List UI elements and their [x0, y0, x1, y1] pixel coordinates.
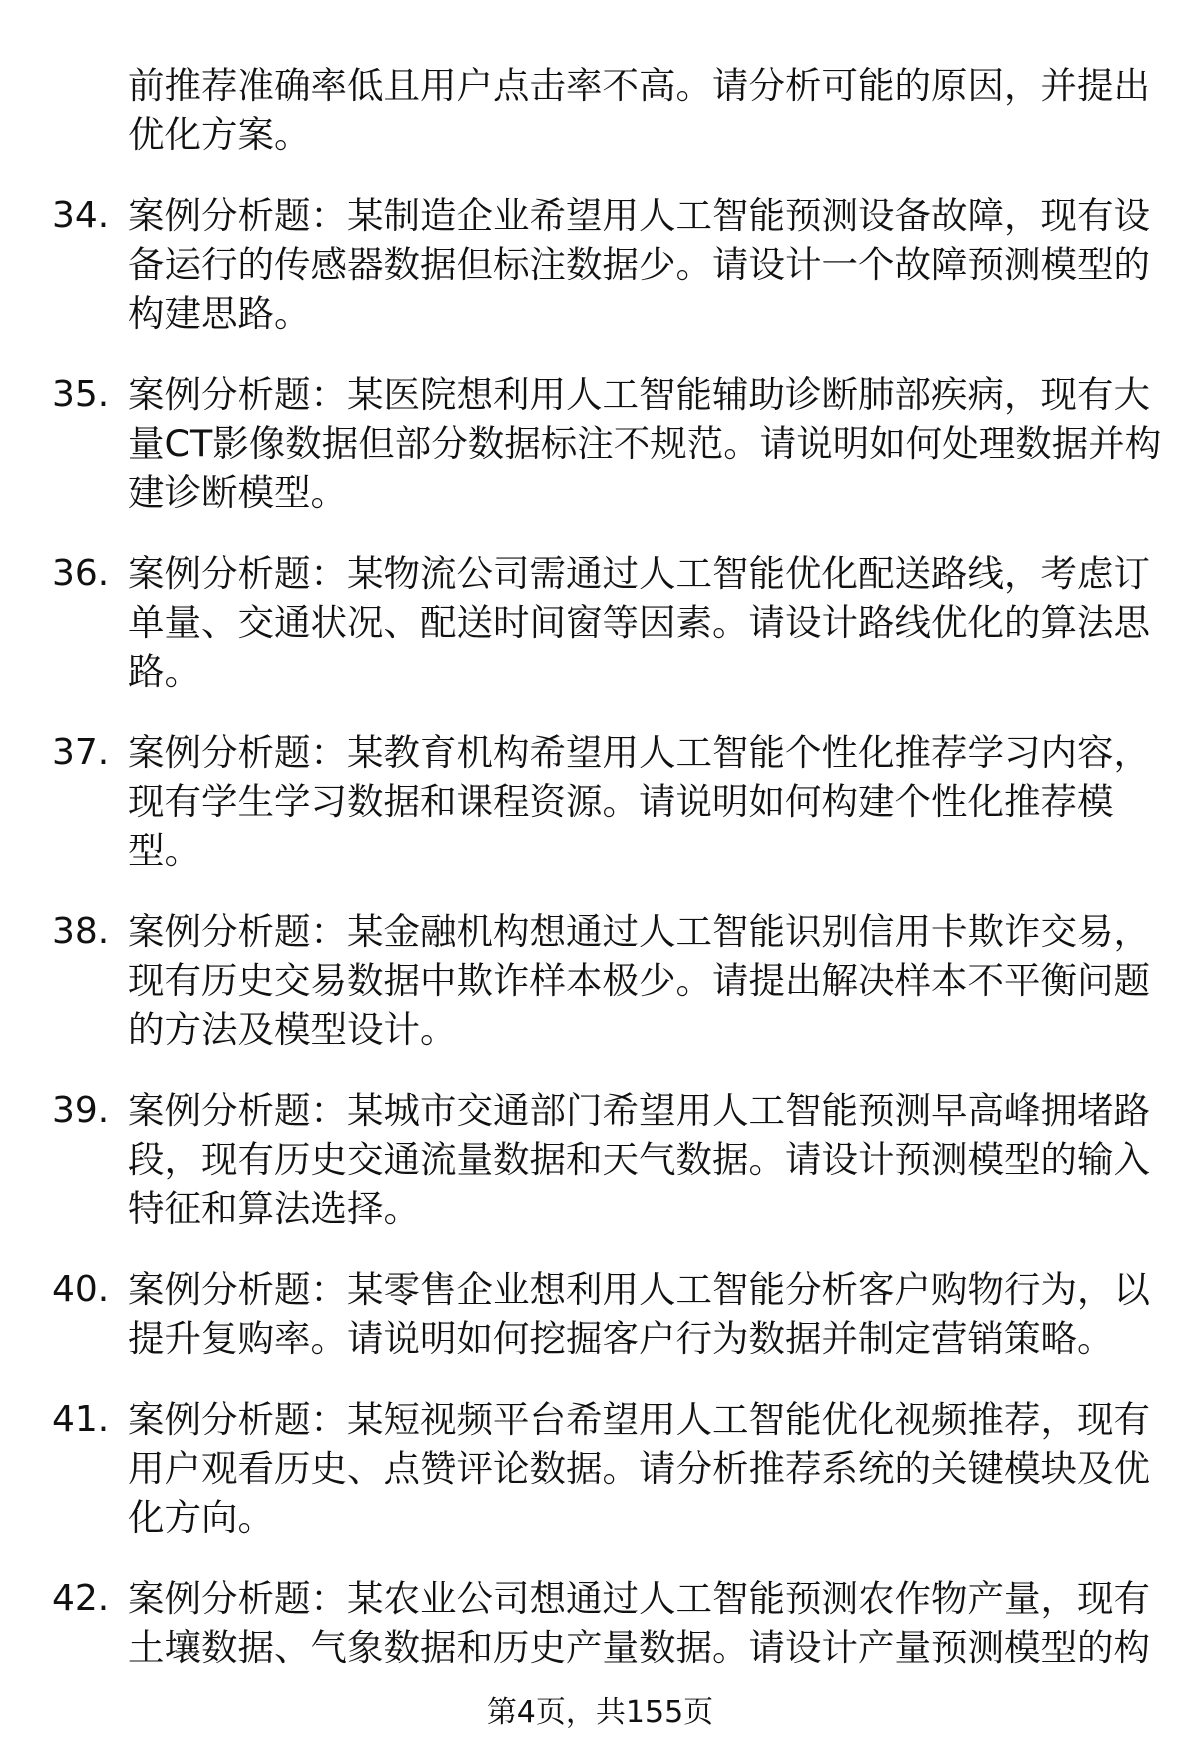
question-text-line: 单量、交通状况、配送时间窗等因素。请设计路线优化的算法思 [128, 601, 1150, 644]
question-list [0, 191, 1200, 1672]
question-text-line: 路。 [128, 650, 201, 693]
question-text-line: 型。 [128, 829, 201, 872]
question-item [0, 1265, 1200, 1363]
text-line: 优化方案。 [128, 113, 311, 156]
question-text-line: 建诊断模型。 [128, 471, 347, 514]
question-text-line: 量CT影像数据但部分数据标注不规范。请说明如何处理数据并构 [128, 422, 1162, 465]
question-number: 36. [52, 553, 110, 594]
question-text-line: 案例分析题：某教育机构希望用人工智能个性化推荐学习内容， [128, 731, 1150, 774]
question-item [0, 907, 1200, 1054]
question-item [0, 191, 1200, 338]
question-text-line: 的方法及模型设计。 [128, 1008, 457, 1051]
question-text-line: 案例分析题：某医院想利用人工智能辅助诊断肺部疾病，现有大 [128, 373, 1150, 416]
question-number: 40. [52, 1269, 110, 1310]
question-text-line: 案例分析题：某零售企业想利用人工智能分析客户购物行为，以 [128, 1268, 1150, 1311]
question-text-line: 现有历史交易数据中欺诈样本极少。请提出解决样本不平衡问题 [128, 959, 1150, 1002]
question-text-line: 案例分析题：某农业公司想通过人工智能预测农作物产量，现有 [128, 1577, 1150, 1620]
question-text-line: 案例分析题：某短视频平台希望用人工智能优化视频推荐，现有 [128, 1398, 1150, 1441]
question-number: 37. [52, 732, 110, 773]
question-item [0, 1395, 1200, 1542]
question-number: 35. [52, 374, 110, 415]
question-item [0, 728, 1200, 875]
intro-continuation [0, 61, 1200, 159]
question-number: 39. [52, 1090, 110, 1131]
question-text-line: 用户观看历史、点赞评论数据。请分析推荐系统的关键模块及优 [128, 1447, 1150, 1490]
question-item [0, 1574, 1200, 1672]
page-content [0, 61, 1200, 1704]
question-text-line: 特征和算法选择。 [128, 1187, 420, 1230]
question-number: 42. [52, 1578, 110, 1619]
question-text-line: 土壤数据、气象数据和历史产量数据。请设计产量预测模型的构 [128, 1626, 1150, 1669]
question-item [0, 1086, 1200, 1233]
question-text-line: 段，现有历史交通流量数据和天气数据。请设计预测模型的输入 [128, 1138, 1150, 1181]
question-number: 38. [52, 911, 110, 952]
question-item [0, 549, 1200, 696]
question-text-line: 案例分析题：某城市交通部门希望用人工智能预测早高峰拥堵路 [128, 1089, 1150, 1132]
question-text-line: 备运行的传感器数据但标注数据少。请设计一个故障预测模型的 [128, 243, 1150, 286]
question-text-line: 案例分析题：某制造企业希望用人工智能预测设备故障，现有设 [128, 194, 1150, 237]
question-number: 41. [52, 1399, 110, 1440]
question-text-line: 案例分析题：某物流公司需通过人工智能优化配送路线，考虑订 [128, 552, 1150, 595]
question-item [0, 370, 1200, 517]
page-footer: 第4页，共155页 [486, 1695, 714, 1730]
question-text-line: 提升复购率。请说明如何挖掘客户行为数据并制定营销策略。 [128, 1317, 1114, 1360]
question-text-line: 构建思路。 [128, 292, 311, 335]
question-text-line: 案例分析题：某金融机构想通过人工智能识别信用卡欺诈交易， [128, 910, 1150, 953]
question-text-line: 化方向。 [128, 1496, 274, 1539]
text-line: 前推荐准确率低且用户点击率不高。请分析可能的原因，并提出 [128, 64, 1150, 107]
question-number: 34. [52, 195, 110, 236]
question-text-line: 现有学生学习数据和课程资源。请说明如何构建个性化推荐模 [128, 780, 1114, 823]
